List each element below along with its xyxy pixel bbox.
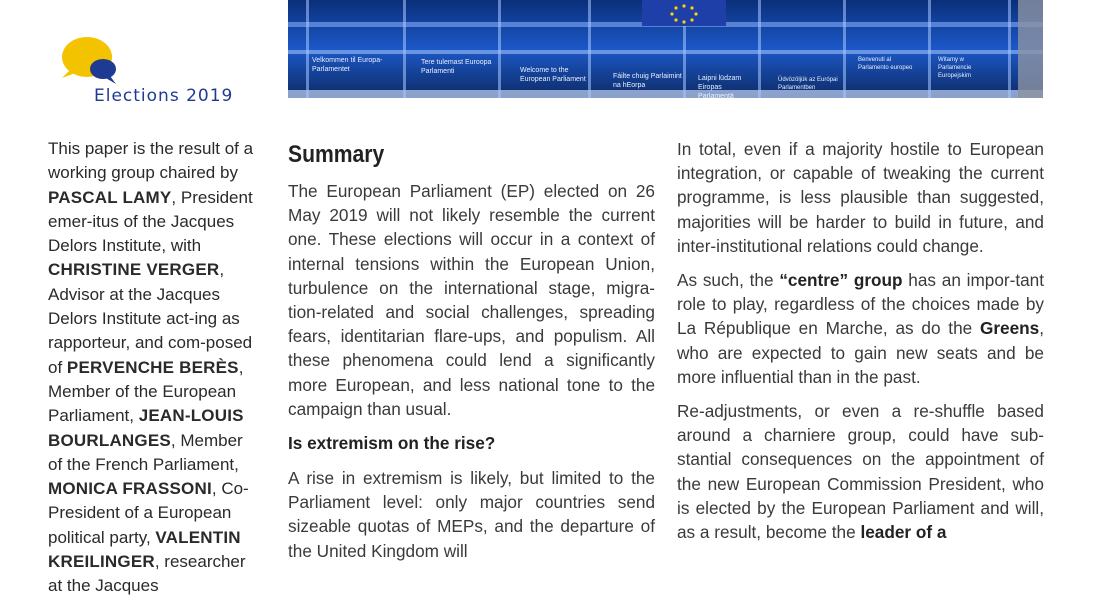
member-jean-louis-bourlanges: JEAN-LOUIS BOURLANGES (48, 406, 244, 450)
sign-2: Tere tulemast Euroopa Parlamenti (421, 59, 492, 75)
sign-5: Laipni lūdzam Eiropas Parlamentā (698, 75, 742, 100)
sign-3: Welcome to the European Parliament (520, 67, 586, 83)
sign-7: Benvenuti al Parlamento europeo (858, 57, 913, 71)
col3-paragraph-1: In total, even if a majority hostile to European integration, or capable of tweaking the current programme, is less plausible than suggested, majorities will be harder to build in future, and inter-institutional relations could change. (677, 139, 1044, 256)
sidebar-text-2: , President emer-itus of the Jacques Delors Institute, with (48, 187, 253, 256)
summary-paragraph-1: The European Parliament (EP) elected on 26 May 2019 will not likely resemble the current one. These elections will occur in a context of internal tensions within the European Union, turbulence on the international stage, migra-tion-related and social challenges, spreading fears, identitarian flare-ups, and populism. All these phenomena could lend a significantly more European, and less national tone to the campaign than usual. (288, 181, 655, 419)
logo-text: Elections 2019 (94, 86, 234, 106)
parliament-photo (288, 0, 1043, 98)
summary-column (288, 137, 655, 563)
col3-paragraph-3 (677, 399, 1044, 544)
extremism-subheading: Is extremism on the rise? (288, 433, 496, 454)
sign-6: Üdvözöljük az Európai Parlamentben (778, 77, 838, 91)
summary-paragraph-2: A rise in extremism is likely, but limited to the Parliament level: only major countries send sizeable quotas of MEPs, and the departure of the United Kingdom will (288, 468, 655, 561)
leader-term: leader of a (860, 522, 947, 543)
member-monica-frassoni: MONICA FRASSONI (48, 479, 212, 499)
col3-paragraph-2 (677, 268, 1044, 389)
sign-4: Fáilte chuig Parlaimint na hEorpa (613, 73, 682, 89)
sidebar-text-6: , Co-President of a European political party, (48, 479, 249, 547)
member-pervenche-beres: PERVENCHE BERÈS (66, 357, 239, 377)
col3-p2-text-e: , who are expected to gain new seats and be more influential than in the past. (677, 318, 1044, 387)
sign-1: Velkommen til Europa-Parlamentet (312, 57, 383, 73)
sidebar-text-7: , researcher at the Jacques (48, 552, 246, 596)
centre-group-term: “centre” group (779, 270, 903, 291)
sidebar-text-1: This paper is the result of a working group chaired by (48, 139, 254, 183)
sidebar-text-5: , Member of the French Parliament, (48, 430, 243, 474)
member-valentin-kreilinger: VALENTIN KREILINGER (48, 527, 241, 572)
working-group-sidebar (48, 137, 258, 599)
greens-term: Greens (979, 318, 1040, 339)
col3-p3-text-a: Re-adjustments, or even a re-shuffle based around a charniere group, could have sub-stantial consequences on the appointment of the new European Commission President, who is elected by the European Parliament and will, as a result, become the (677, 401, 1044, 543)
conclusion-column (677, 137, 1044, 554)
member-pascal-lamy: PASCAL LAMY (48, 187, 172, 207)
member-christine-verger: CHRISTINE VERGER (48, 260, 220, 280)
elections-logo (60, 36, 120, 86)
sidebar-text-3: , Advisor at the Jacques Delors Institute act-ing as rapporteur, and com-posed of (48, 260, 253, 377)
sidebar-text-4: , Member of the European Parliament, (48, 357, 244, 426)
sign-8: Witamy w Parlamencie Europejskim (938, 57, 972, 79)
summary-heading: Summary (288, 141, 385, 168)
col3-p2-text-a: As such, the (677, 270, 780, 291)
col3-p2-text-c: has an impor-tant role to play, regardless of the choices made by La République en Marche, as do the (677, 270, 1045, 339)
